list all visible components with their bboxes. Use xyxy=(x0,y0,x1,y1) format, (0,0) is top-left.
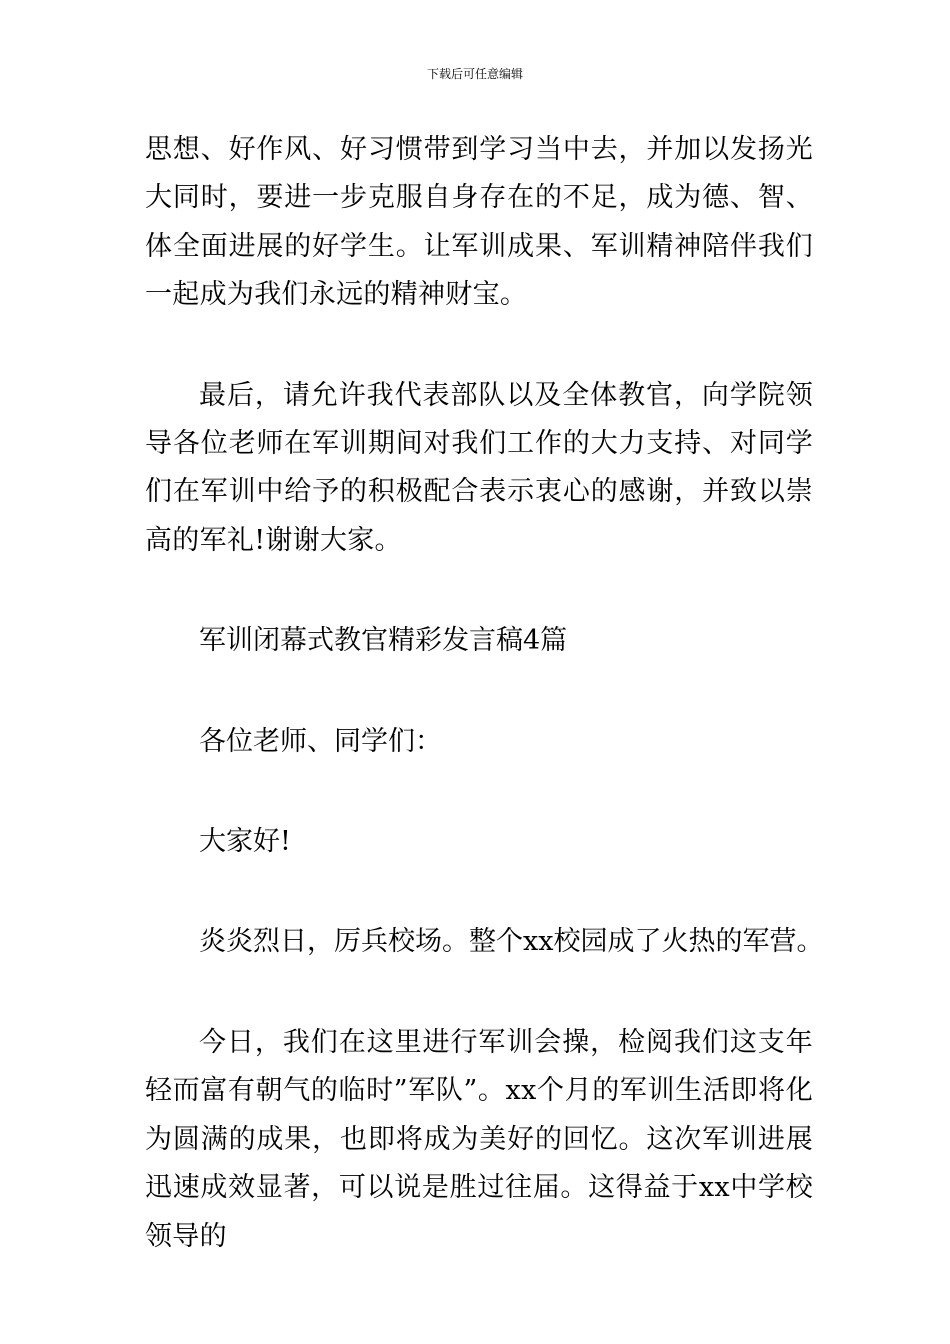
paragraph-gap xyxy=(145,766,813,818)
paragraph-continuation: 思想、好作风、好习惯带到学习当中去，并加以发扬光大同时，要进一步克服自身存在的不足，成为德、智、体全面进展的好学生。让军训成果、军训精神陪伴我们一起成为我们永远的精神财宝。 xyxy=(145,134,813,311)
paragraph-thanks: 最后，请允许我代表部队以及全体教官，向学院领导各位老师在军训期间对我们工作的大力支持、对同学们在军训中给予的积极配合表示衷心的感谢，并致以崇高的军礼!谢谢大家。 xyxy=(145,379,813,556)
paragraph-gap xyxy=(145,666,813,718)
article-title: 军训闭幕式教官精彩发言稿4篇 xyxy=(199,625,568,657)
paragraph-gap xyxy=(145,866,813,918)
paragraph-scene: 炎炎烈日，厉兵校场。整个xx校园成了火热的军营。 xyxy=(199,926,824,958)
greeting-line: 各位老师、同学们： xyxy=(199,725,442,757)
paragraph-gap xyxy=(145,320,813,372)
hello-line: 大家好! xyxy=(199,826,291,858)
paragraph-review: 今日，我们在这里进行军训会操，检阅我们这支年轻而富有朝气的临时”军队”。xx个月的军训生活即将化为圆满的成果，也即将成为美好的回忆。这次军训进展迅速成效显著，可以说是胜过往届。这得益于xx中学校领导的 xyxy=(145,1026,813,1252)
paragraph-gap xyxy=(145,967,813,1019)
document-body xyxy=(145,126,824,1261)
page-header-note: 下载后可任意编辑 xyxy=(426,67,523,81)
paragraph-gap xyxy=(145,565,813,617)
